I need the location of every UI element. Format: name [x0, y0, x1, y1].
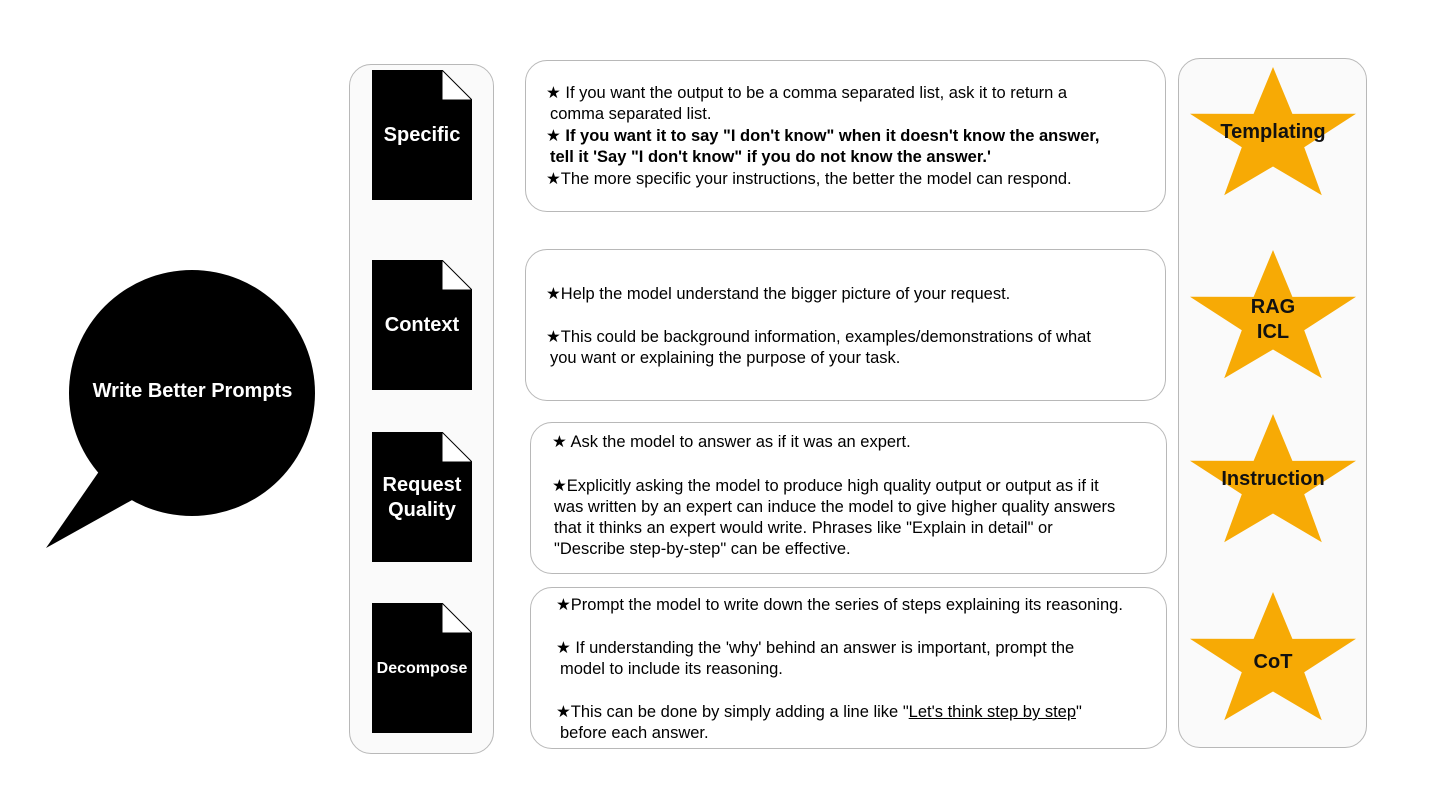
- tip-line: ★Help the model understand the bigger picture of your request.: [546, 285, 1011, 303]
- tip-line: [556, 702, 1082, 723]
- tip-line: was written by an expert can induce the model to give higher quality answers: [554, 498, 1116, 516]
- tip-comma-list: [546, 83, 1067, 125]
- tip-series-of-steps: [556, 595, 1123, 616]
- doc-request-quality: [372, 432, 472, 562]
- tip-line: model to include its reasoning.: [560, 660, 783, 678]
- tip-line: ★Explicitly asking the model to produce high quality output or output as if it: [552, 477, 1099, 495]
- technique-label: CoT: [1253, 651, 1293, 673]
- technique-label: Instruction: [1221, 468, 1325, 490]
- tip-text: ": [1076, 703, 1082, 721]
- tip-high-quality: [552, 476, 1115, 560]
- tip-step-by-step: [556, 702, 1082, 744]
- tip-line: ★The more specific your instructions, the better the model can respond.: [546, 170, 1072, 188]
- tip-more-specific: [546, 169, 1072, 190]
- tip-why: [556, 638, 1074, 680]
- tip-line: tell it 'Say "I don't know" if you do not know the answer.': [550, 148, 991, 166]
- tip-background-info: [546, 327, 1091, 369]
- speech-bubble: [0, 0, 340, 560]
- tip-line: ★ If you want it to say "I don't know" when it doesn't know the answer,: [546, 127, 1100, 145]
- doc-context: [372, 260, 472, 390]
- technique-label: RAG: [1250, 296, 1296, 318]
- tip-line: comma separated list.: [550, 105, 712, 123]
- diagram-title: Write Better Prompts: [92, 380, 293, 402]
- doc-decompose: [372, 603, 472, 733]
- technique-label: ICL: [1256, 321, 1290, 343]
- tip-text: ★This can be done by simply adding a line like ": [556, 703, 909, 721]
- tip-line: ★Prompt the model to write down the series of steps explaining its reasoning.: [556, 596, 1123, 614]
- tip-bigger-picture: [546, 284, 1010, 305]
- category-label: Decompose: [376, 660, 468, 677]
- category-label: Quality: [388, 499, 456, 521]
- tips-panel-context: [525, 249, 1166, 401]
- category-label: Request: [382, 474, 462, 496]
- tip-dont-know: [546, 126, 1100, 168]
- category-label: Specific: [383, 124, 461, 146]
- doc-specific: [372, 70, 472, 200]
- tip-line: ★ If understanding the 'why' behind an answer is important, prompt the: [556, 639, 1075, 657]
- tip-line: ★ If you want the output to be a comma separated list, ask it to return a: [546, 84, 1068, 102]
- tip-line: ★This could be background information, examples/demonstrations of what: [546, 328, 1091, 346]
- step-by-step-link[interactable]: Let's think step by step: [908, 703, 1077, 721]
- star-instruction: [1188, 412, 1358, 544]
- star-cot: [1188, 590, 1358, 722]
- star-rag-icl: [1188, 248, 1358, 380]
- category-label: Context: [384, 314, 460, 336]
- tip-line: you want or explaining the purpose of your task.: [550, 349, 901, 367]
- star-templating: [1188, 65, 1358, 197]
- tip-line: "Describe step-by-step" can be effective.: [554, 540, 851, 558]
- tip-expert: [552, 432, 911, 453]
- tip-line: before each answer.: [560, 724, 709, 742]
- tip-line: that it thinks an expert would write. Phrases like "Explain in detail" or: [554, 519, 1053, 537]
- tip-line: ★ Ask the model to answer as if it was an expert.: [552, 433, 911, 451]
- technique-label: Templating: [1220, 121, 1326, 143]
